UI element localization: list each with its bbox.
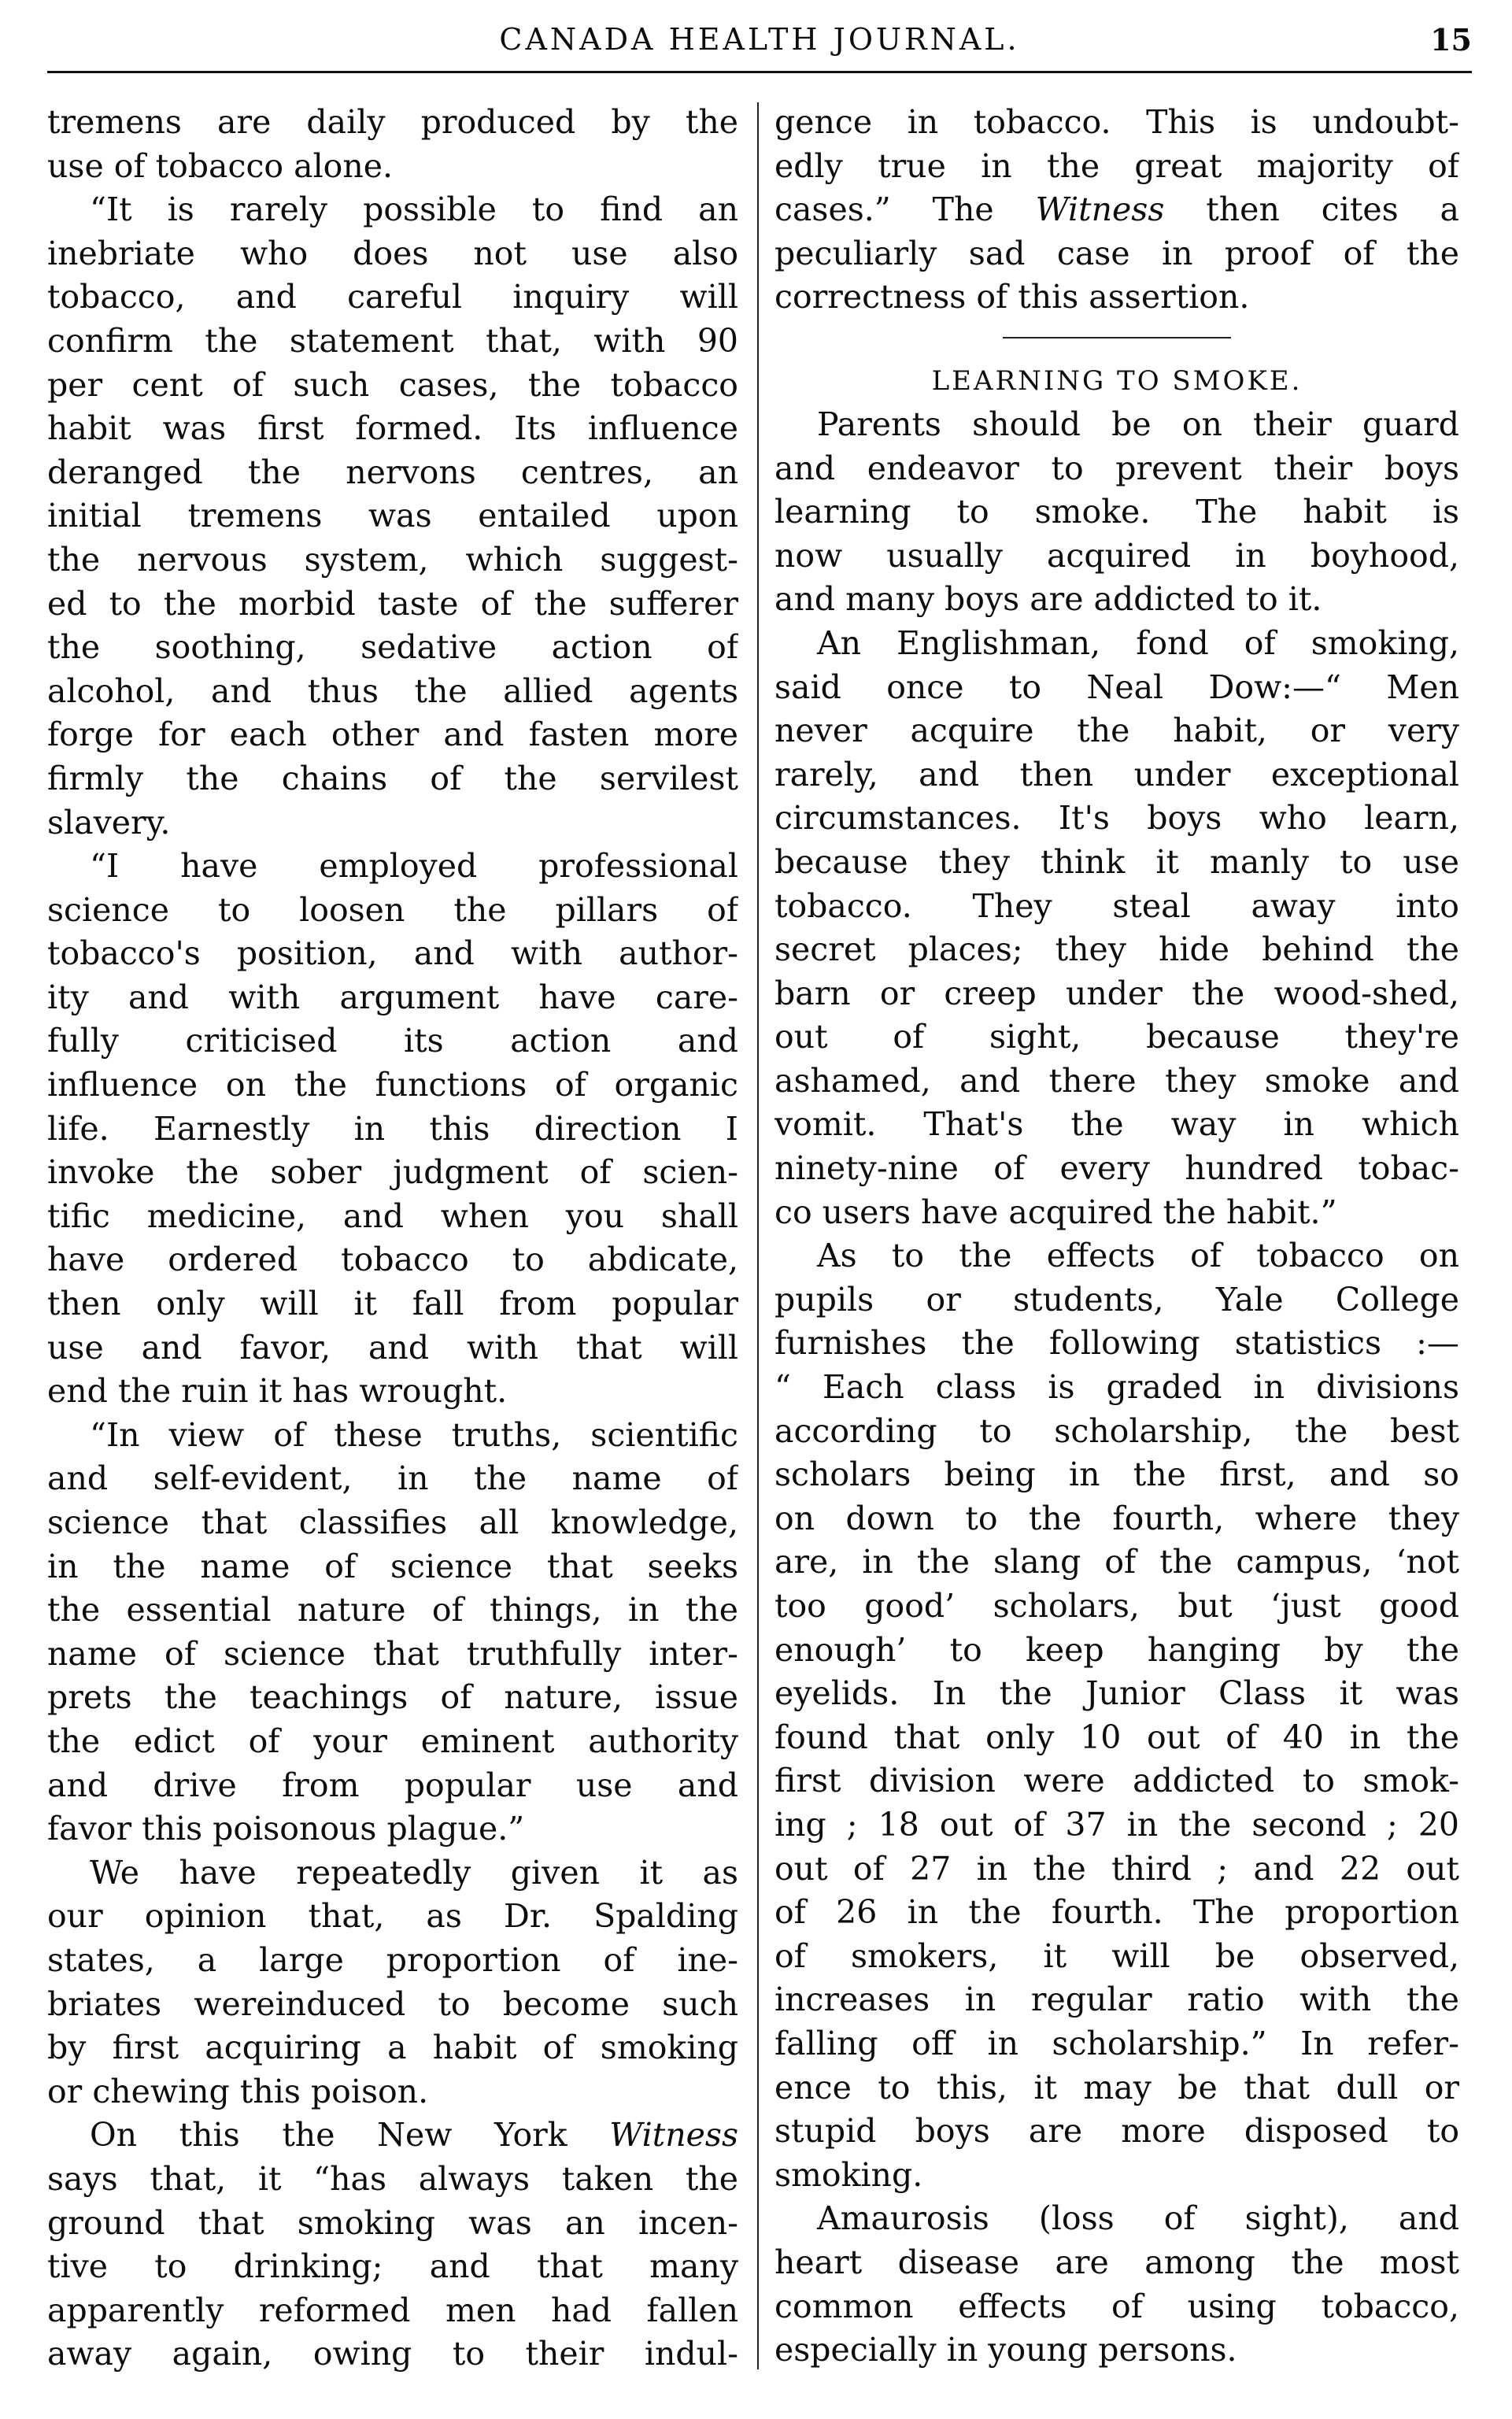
text-line: science to loosen the pillars of xyxy=(47,890,738,929)
text-line: the edict of your eminent authority xyxy=(47,1722,738,1760)
text-line: Amaurosis (loss of sight), and xyxy=(817,2199,1459,2238)
text-line: secret places; they hide behind the xyxy=(774,930,1459,969)
paragraph xyxy=(774,403,1459,622)
text-line: now usually acquired in boyhood, xyxy=(774,536,1459,575)
text-line: As to the effects of tobacco on xyxy=(817,1237,1459,1275)
text-line: briates wereinduced to become such xyxy=(47,1984,738,2023)
text-fragment: On this the New York xyxy=(90,2116,610,2155)
text-line: “In view of these truths, scientific xyxy=(90,1415,738,1454)
text-line: “It is rarely possible to find an xyxy=(90,190,738,229)
paragraph xyxy=(774,622,1459,1234)
text-line: because they think it manly to use xyxy=(774,842,1459,881)
page-number: 15 xyxy=(1430,22,1472,57)
text-line: states, a large proportion of ine- xyxy=(47,1940,738,1979)
text-line: rarely, and then under exceptional xyxy=(774,755,1459,793)
paragraph xyxy=(774,2197,1459,2372)
text-line: of 26 in the fourth. The proportion xyxy=(774,1893,1459,1932)
text-line: Parents should be on their guard xyxy=(817,405,1459,443)
text-line: An Englishman, fond of smoking, xyxy=(817,623,1459,662)
text-line: the nervous system, which suggest- xyxy=(47,540,738,579)
paragraph xyxy=(47,1414,738,1851)
text-line: stupid boys are more disposed to xyxy=(774,2112,1459,2151)
text-line: out of 27 in the third ; and 22 out xyxy=(774,1849,1459,1888)
text-line: barn or creep under the wood-shed, xyxy=(774,974,1459,1012)
text-line: habit was first formed. Its influence xyxy=(47,409,738,448)
text-line: enough’ to keep hanging by the xyxy=(774,1630,1459,1669)
text-line: firmly the chains of the servilest xyxy=(47,759,738,797)
text-line: and many boys are addicted to it. xyxy=(774,580,1322,619)
text-line: falling off in scholarship.” In refer- xyxy=(774,2024,1459,2062)
paragraph xyxy=(47,101,738,188)
text-line: name of science that truthfully inter- xyxy=(47,1634,738,1673)
text-line: use of tobacco alone. xyxy=(47,146,394,185)
text-line: “I have employed professional xyxy=(90,847,738,886)
text-line: ence to this, it may be that dull or xyxy=(774,2068,1459,2106)
text-line: furnishes the following statistics :— xyxy=(774,1324,1459,1363)
text-line: favor this poisonous plague.” xyxy=(47,1810,525,1848)
text-line: too good’ scholars, but ‘just good xyxy=(774,1587,1459,1625)
text-line: gence in tobacco. This is undoubt- xyxy=(774,103,1459,141)
text-line: smoking. xyxy=(774,2155,923,2194)
text-line xyxy=(774,188,1459,232)
paragraph xyxy=(47,1851,738,2114)
text-line: invoke the sober judgment of scien- xyxy=(47,1153,738,1192)
text-line: first division were addicted to smok- xyxy=(774,1762,1459,1800)
publication-name: Witness xyxy=(1035,190,1165,229)
paragraph xyxy=(47,2114,738,2376)
text-line: and endeavor to prevent their boys xyxy=(774,449,1459,487)
page-header xyxy=(47,22,1472,69)
text-line: deranged the nervons centres, an xyxy=(47,453,738,491)
text-fragment: then cites a xyxy=(1164,190,1459,229)
text-line: use and favor, and with that will xyxy=(47,1328,738,1367)
text-fragment: cases.” The xyxy=(774,190,1036,229)
paragraph xyxy=(47,845,738,1414)
text-line: away again, owing to their indul- xyxy=(47,2335,738,2373)
text-line: according to scholarship, the best xyxy=(774,1411,1459,1450)
text-line: inebriate who does not use also xyxy=(47,234,738,272)
text-line: common effects of using tobacco, xyxy=(774,2287,1459,2325)
text-line: and self-evident, in the name of xyxy=(47,1459,738,1498)
text-line: says that, it “has always taken the xyxy=(47,2159,738,2198)
text-line: scholars being in the first, and so xyxy=(774,1455,1459,1494)
text-line: fully criticised its action and xyxy=(47,1022,738,1060)
text-line: on down to the fourth, where they xyxy=(774,1499,1459,1537)
journal-title: CANADA HEALTH JOURNAL. xyxy=(499,22,1020,57)
text-line: pupils or students, Yale College xyxy=(774,1280,1459,1319)
header-rule xyxy=(47,71,1472,73)
text-line: especially in young persons. xyxy=(774,2331,1237,2369)
text-line: ing ; 18 out of 37 in the second ; 20 xyxy=(774,1805,1459,1844)
text-line: by first acquiring a habit of smoking xyxy=(47,2029,738,2067)
text-line: in the name of science that seeks xyxy=(47,1547,738,1585)
text-line: tive to drinking; and that many xyxy=(47,2247,738,2286)
text-line: tobacco. They steal away into xyxy=(774,886,1459,925)
text-line: We have repeatedly given it as xyxy=(90,1853,738,1892)
text-line: life. Earnestly in this direction I xyxy=(47,1109,738,1148)
left-column xyxy=(47,101,738,2376)
text-line: initial tremens was entailed upon xyxy=(47,497,738,535)
paragraph xyxy=(774,101,1459,320)
text-line: forge for each other and fasten more xyxy=(47,716,738,754)
text-line: tific medicine, and when you shall xyxy=(47,1197,738,1235)
text-line: and drive from popular use and xyxy=(47,1766,738,1804)
text-line: slavery. xyxy=(47,803,171,841)
text-line: correctness of this assertion. xyxy=(774,278,1250,316)
text-line: found that only 10 out of 40 in the xyxy=(774,1718,1459,1756)
section-heading: LEARNING TO SMOKE. xyxy=(931,364,1303,397)
text-line: the soothing, sedative action of xyxy=(47,628,738,667)
text-line: tremens are daily produced by the xyxy=(47,103,738,141)
text-line: ashamed, and there they smoke and xyxy=(774,1061,1459,1100)
text-line: alcohol, and thus the allied agents xyxy=(47,671,738,710)
text-line: edly true in the great majority of xyxy=(774,146,1459,185)
column-divider xyxy=(757,102,759,2369)
text-line: tobacco, and careful inquiry will xyxy=(47,278,738,316)
right-column xyxy=(774,101,1459,2373)
text-line: have ordered tobacco to abdicate, xyxy=(47,1241,738,1279)
text-line: circumstances. It's boys who learn, xyxy=(774,799,1459,838)
text-line: co users have acquired the habit.” xyxy=(774,1193,1337,1231)
publication-name: Witness xyxy=(609,2116,738,2155)
text-line: of smokers, it will be observed, xyxy=(774,1936,1459,1975)
text-line: per cent of such cases, the tobacco xyxy=(47,365,738,404)
text-line: the essential nature of things, in the xyxy=(47,1591,738,1629)
text-line: influence on the functions of organic xyxy=(47,1066,738,1104)
text-line: ed to the morbid taste of the sufferer xyxy=(47,584,738,623)
text-line: heart disease are among the most xyxy=(774,2243,1459,2281)
text-line: peculiarly sad case in proof of the xyxy=(774,234,1459,272)
text-line: apparently reformed men had fallen xyxy=(47,2291,738,2329)
paragraph xyxy=(47,188,738,845)
text-line: prets the teachings of nature, issue xyxy=(47,1678,738,1717)
paragraph xyxy=(774,1234,1459,2197)
text-line: or chewing this poison. xyxy=(47,2072,429,2110)
text-line: eyelids. In the Junior Class it was xyxy=(774,1674,1459,1713)
text-line: increases in regular ratio with the xyxy=(774,1981,1459,2019)
text-line: said once to Neal Dow:—“ Men xyxy=(774,668,1459,706)
text-line: “ Each class is graded in divisions xyxy=(774,1368,1459,1407)
text-line: then only will it fall from popular xyxy=(47,1285,738,1323)
text-line: learning to smoke. The habit is xyxy=(774,493,1459,531)
text-line: our opinion that, as Dr. Spalding xyxy=(47,1897,738,1936)
text-line: tobacco's position, and with author- xyxy=(47,934,738,973)
text-line: are, in the slang of the campus, ‘not xyxy=(774,1543,1459,1581)
text-line xyxy=(47,2114,738,2158)
text-line: ninety-nine of every hundred tobac- xyxy=(774,1149,1459,1188)
section-divider xyxy=(1003,337,1231,338)
text-line: confirm the statement that, with 90 xyxy=(47,321,738,360)
text-line: never acquire the habit, or very xyxy=(774,712,1459,750)
text-line: ground that smoking was an incen- xyxy=(47,2203,738,2242)
text-line: out of sight, because they're xyxy=(774,1018,1459,1056)
text-line: vomit. That's the way in which xyxy=(774,1105,1459,1144)
text-line: ity and with argument have care- xyxy=(47,978,738,1016)
text-line: end the ruin it has wrought. xyxy=(47,1372,508,1411)
text-line: science that classifies all knowledge, xyxy=(47,1504,738,1541)
